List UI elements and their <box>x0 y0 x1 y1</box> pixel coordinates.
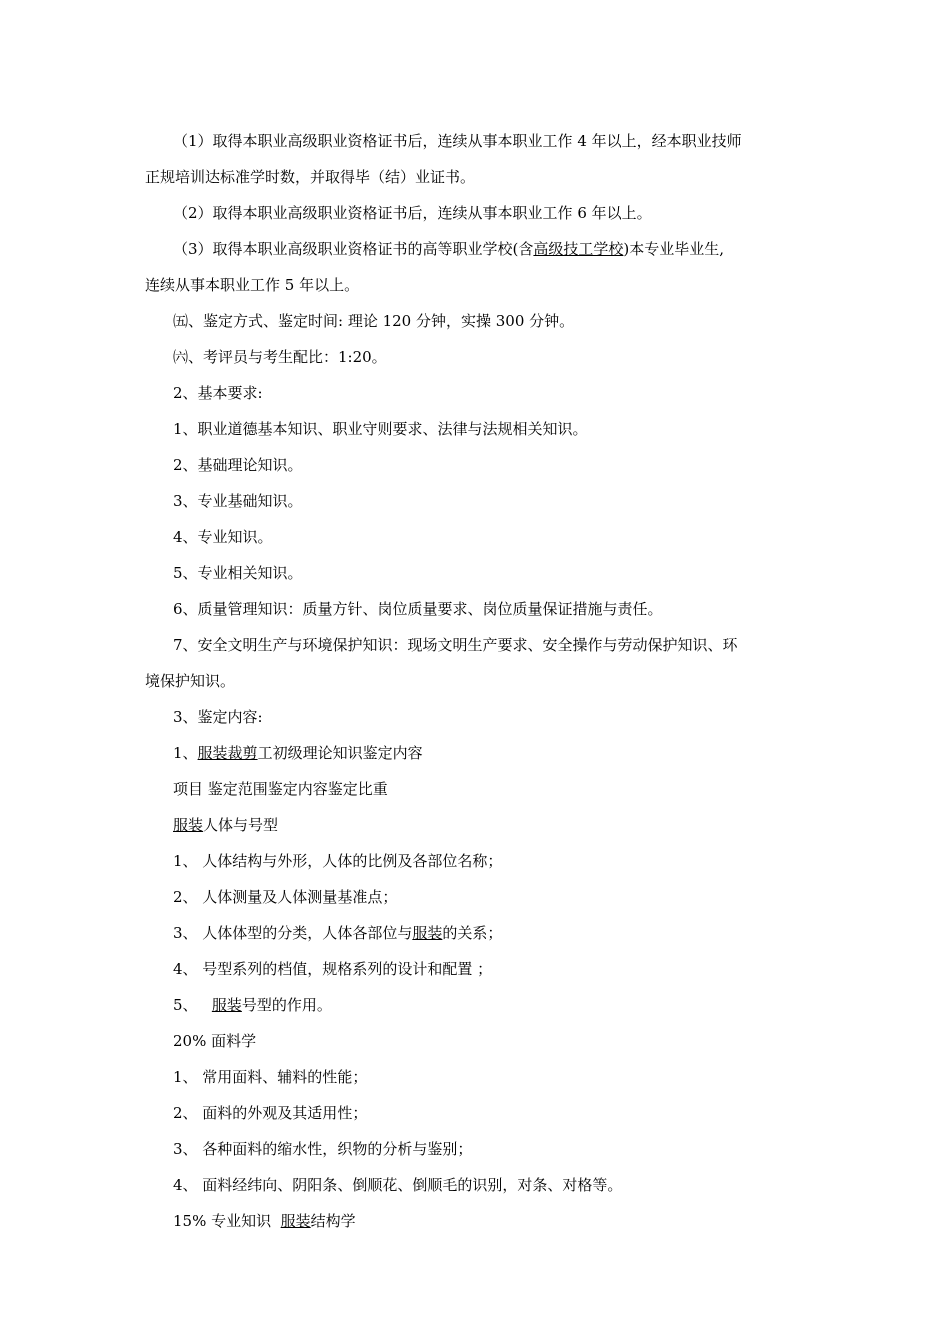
paragraph-assessment-method: ㈤、鉴定方式、鉴定时间: 理论 120 分钟，实操 300 分钟。 <box>173 312 575 330</box>
underlined-term: 服装 <box>280 1212 311 1230</box>
text: )本专业毕业生, <box>623 240 725 258</box>
text: 3、 人体体型的分类，人体各部位与 <box>173 924 413 942</box>
list-item-2: 2、基础理论知识。 <box>173 456 303 474</box>
underlined-term: 服装 <box>412 924 443 942</box>
paragraph-examiner-ratio: ㈥、考评员与考生配比：1:20。 <box>173 348 387 366</box>
underlined-term: 服装裁剪 <box>197 744 258 762</box>
heading-theory-content <box>145 735 837 771</box>
text: 的关系； <box>442 924 503 942</box>
section-garment-structure <box>145 1203 837 1239</box>
text: 号型的作用。 <box>241 996 332 1014</box>
section-fabric-science: 20% 面料学 <box>173 1032 257 1050</box>
list-item-6: 6、质量管理知识：质量方针、岗位质量要求、岗位质量保证措施与责任。 <box>173 600 663 618</box>
list-item-4: 4、专业知识。 <box>173 528 273 546</box>
table-header-line: 项目 鉴定范围鉴定内容鉴定比重 <box>173 780 388 798</box>
heading-assessment-content: 3、鉴定内容: <box>173 708 263 726</box>
text: （3）取得本职业高级职业资格证书的高等职业学校(含 <box>173 240 534 258</box>
section-body-and-size <box>145 807 837 843</box>
paragraph-condition-1-line-2: 正规培训达标准学时数，并取得毕（结）业证书。 <box>145 168 476 186</box>
body-item-3 <box>145 915 837 951</box>
heading-basic-requirements: 2、基本要求: <box>173 384 263 402</box>
underlined-term: 高级技工学校 <box>533 240 624 258</box>
text: 15% 专业知识 <box>173 1212 281 1230</box>
fabric-item-4: 4、 面料经纬向、阴阳条、倒顺花、倒顺毛的识别，对条、对格等。 <box>173 1176 623 1194</box>
fabric-item-2: 2、 面料的外观及其适用性； <box>173 1104 368 1122</box>
underlined-term: 服装 <box>211 996 242 1014</box>
list-item-7-line-2: 境保护知识。 <box>145 672 236 690</box>
fabric-item-1: 1、 常用面料、辅料的性能； <box>173 1068 368 1086</box>
text: 1、 <box>173 744 198 762</box>
text: 结构学 <box>310 1212 356 1230</box>
text: 工初级理论知识鉴定内容 <box>257 744 423 762</box>
fabric-item-3: 3、 各种面料的缩水性，织物的分析与鉴别； <box>173 1140 473 1158</box>
underlined-term: 服装 <box>173 816 204 834</box>
body-item-2: 2、 人体测量及人体测量基准点； <box>173 888 398 906</box>
list-item-5: 5、专业相关知识。 <box>173 564 303 582</box>
text: 5、 <box>173 996 212 1014</box>
list-item-3: 3、专业基础知识。 <box>173 492 303 510</box>
list-item-7-line-1: 7、安全文明生产与环境保护知识：现场文明生产要求、安全操作与劳动保护知识、环 <box>173 636 738 654</box>
body-item-5 <box>145 987 837 1023</box>
paragraph-condition-2: （2）取得本职业高级职业资格证书后，连续从事本职业工作 6 年以上。 <box>173 204 652 222</box>
body-item-4: 4、 号型系列的档值，规格系列的设计和配置 ； <box>173 960 493 978</box>
text: 人体与号型 <box>203 816 279 834</box>
paragraph-condition-3-line-2: 连续从事本职业工作 5 年以上。 <box>145 276 360 294</box>
list-item-1: 1、职业道德基本知识、职业守则要求、法律与法规相关知识。 <box>173 420 588 438</box>
paragraph-condition-1-line-1: （1）取得本职业高级职业资格证书后，连续从事本职业工作 4 年以上，经本职业技师 <box>173 132 742 150</box>
paragraph-condition-3-line-1 <box>145 231 837 267</box>
body-item-1: 1、 人体结构与外形，人体的比例及各部位名称； <box>173 852 503 870</box>
